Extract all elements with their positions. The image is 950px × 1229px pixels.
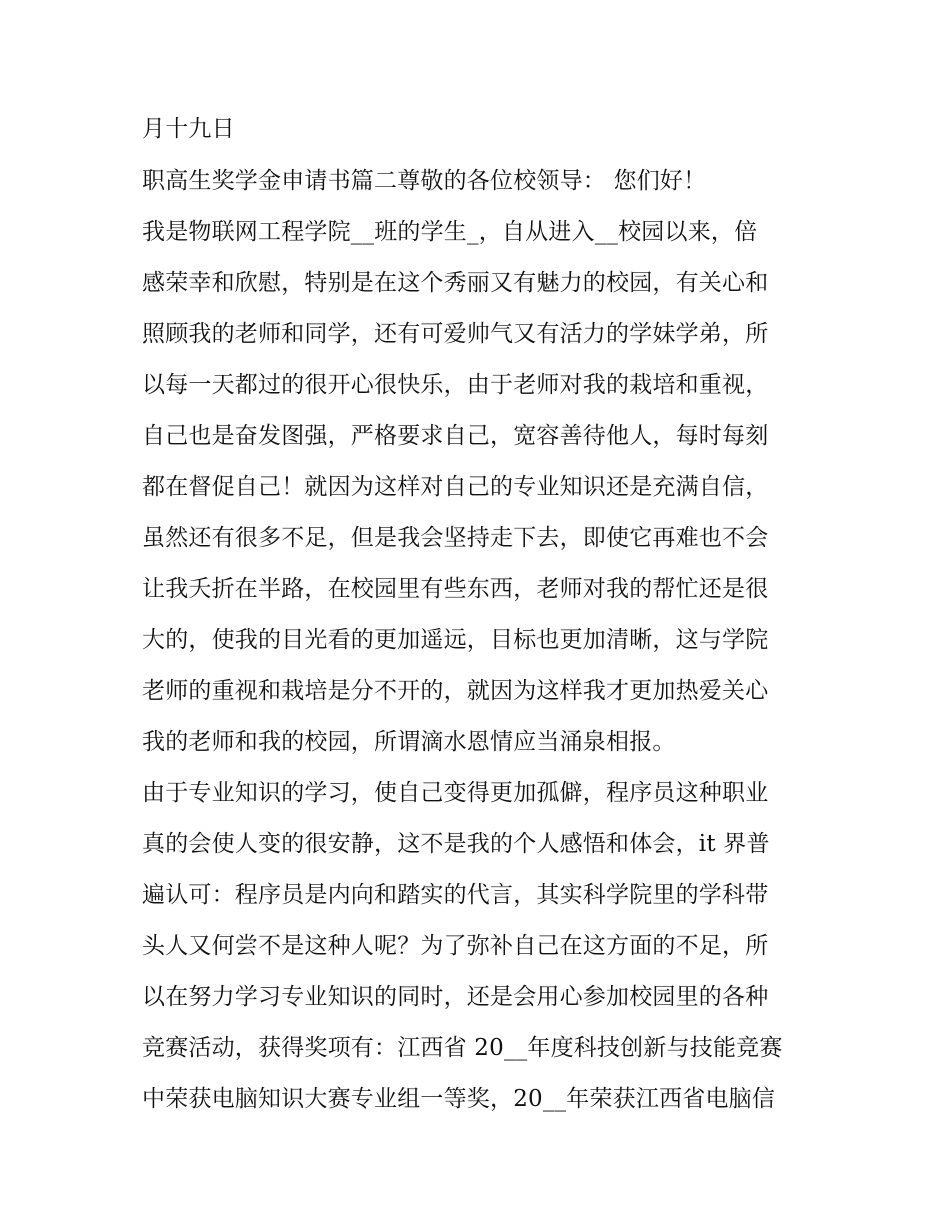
text-line: 以每一天都过的很开心很快乐，由于老师对我的栽培和重视， (142, 372, 769, 398)
text-line: 真的会使人变的很安静，这不是我的个人感悟和体会，it 界普 (142, 831, 770, 857)
text-line: 中荣获电脑知识大赛专业组一等奖，20__年荣获江西省电脑信 (142, 1086, 776, 1112)
text-line: 头人又何尝不是这种人呢？为了弥补自己在这方面的不足，所 (142, 933, 769, 959)
text-line: 竞赛活动，获得奖项有：江西省 20__年度科技创新与技能竞赛 (142, 1035, 783, 1061)
text-line: 照顾我的老师和同学，还有可爱帅气又有活力的学妹学弟，所 (142, 321, 769, 347)
text-line: 大的，使我的目光看的更加遥远，目标也更加清晰，这与学院 (142, 627, 769, 653)
text-line: 让我夭折在半路，在校园里有些东西，老师对我的帮忙还是很 (142, 576, 769, 602)
text-line: 我是物联网工程学院__班的学生_，自从进入__校园以来，倍 (142, 219, 758, 245)
text-line: 以在努力学习专业知识的同时，还是会用心参加校园里的各种 (142, 984, 769, 1010)
text-line: 感荣幸和欣慰，特别是在这个秀丽又有魅力的校园，有关心和 (142, 270, 769, 296)
text-line-title-greeting: 职高生奖学金申请书篇二尊敬的各位校领导： 您们好！ (142, 168, 707, 194)
text-line: 遍认可：程序员是内向和踏实的代言，其实科学院里的学科带 (142, 882, 769, 908)
text-line: 虽然还有很多不足，但是我会坚持走下去，即使它再难也不会 (142, 525, 769, 551)
text-line: 自己也是奋发图强，严格要求自己，宽容善待他人，每时每刻 (142, 423, 769, 449)
text-line: 由于专业知识的学习，使自己变得更加孤僻，程序员这种职业 (142, 780, 769, 806)
text-line: 老师的重视和栽培是分不开的，就因为这样我才更加热爱关心 (142, 678, 769, 704)
text-line-date: 月十九日 (142, 116, 235, 142)
text-line: 我的老师和我的校园，所谓滴水恩情应当涌泉相报。 (142, 729, 676, 755)
text-line: 都在督促自己！就因为这样对自己的专业知识还是充满自信， (142, 474, 769, 500)
